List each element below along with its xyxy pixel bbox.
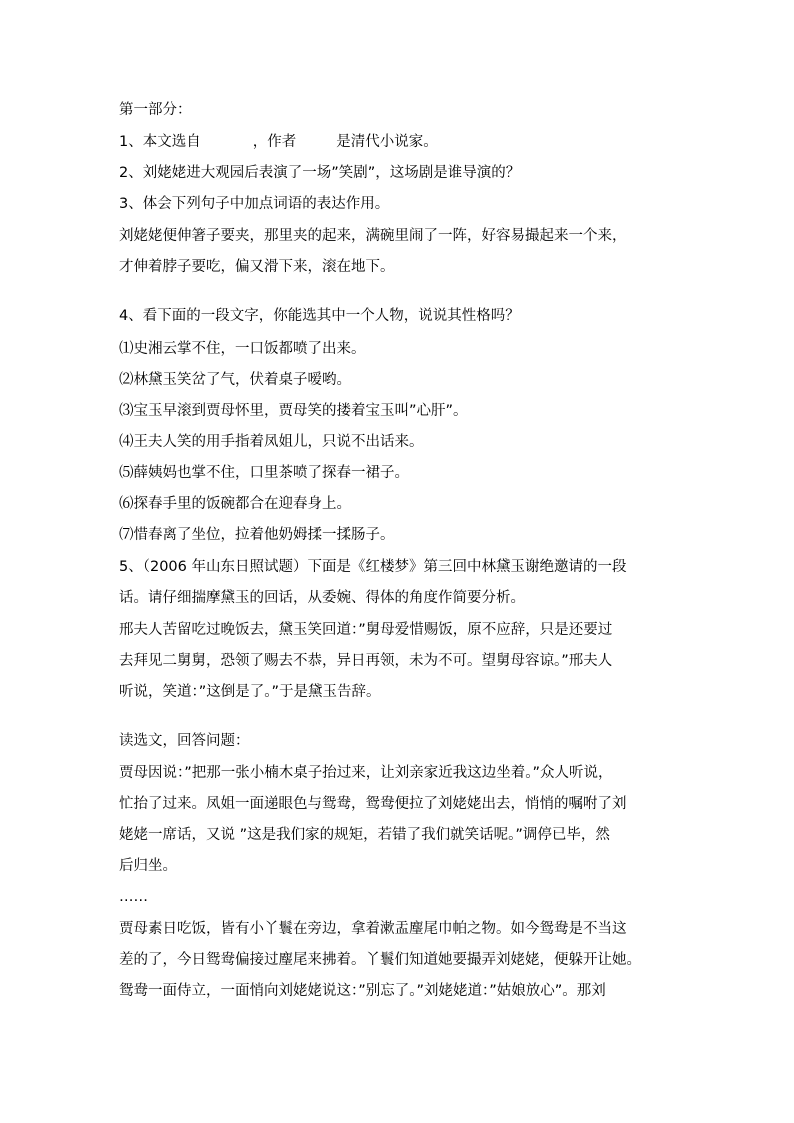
question-4-item: ⑺惜春离了坐位，拉着他奶姆揉一揉肠子。 (119, 527, 395, 543)
passage-line: 差的了，今日鸳鸯偏接过麈尾来拂着。丫鬟们知道她要撮弄刘姥姥，便躲开让她。 (119, 952, 641, 968)
question-3: 3、体会下列句子中加点词语的表达作用。 (119, 196, 390, 212)
question-4: 4、看下面的一段文字，你能选其中一个人物，说说其性格吗？ (119, 308, 520, 324)
question-3-text-line: 刘姥姥便伸箸子要夹，那里夹的起来，满碗里闹了一阵，好容易撮起来一个来， (119, 228, 627, 244)
question-5-text-line: 去拜见二舅舅，恐领了赐去不恭，异日再领，未为不可。望舅母容谅。”邢夫人 (119, 653, 613, 669)
question-2: 2、刘姥姥进大观园后表演了一场”笑剧”，这场剧是谁导演的？ (119, 165, 521, 181)
question-5-text-line: 邢夫人苦留吃过晚饭去，黛玉笑回道：”舅母爱惜赐饭，原不应辞，只是还要过 (119, 622, 613, 638)
question-5-line: 5、（2006 年山东日照试题）下面是《红楼梦》第三回中林黛玉谢绝邀请的一段 (119, 559, 627, 575)
question-4-item: ⑸薛姨妈也掌不住，口里茶喷了探春一裙子。 (119, 465, 409, 481)
question-4-item: ⑹探春手里的饭碗都合在迎春身上。 (119, 496, 351, 512)
reading-title: 读选文，回答问题： (119, 733, 250, 749)
question-4-item: ⑷王夫人笑的用手指着凤姐儿，只说不出话来。 (119, 434, 424, 450)
passage-ellipsis: …… (119, 889, 148, 905)
question-4-item: ⑴史湘云掌不住，一口饭都喷了出来。 (119, 341, 366, 357)
passage-line: 忙抬了过来。凤姐一面递眼色与鸳鸯，鸳鸯便拉了刘姥姥出去，悄悄的嘱咐了刘 (119, 796, 627, 812)
question-1-part3: 是清代小说家。 (336, 134, 438, 150)
question-4-item: ⑵林黛玉笑岔了气，伏着桌子嗳哟。 (119, 372, 351, 388)
passage-line: 鸳鸯一面侍立，一面悄向刘姥姥说这：”别忘了。”刘姥姥道：”姑娘放心”。那刘 (119, 983, 606, 999)
question-3-text-line: 才伸着脖子要吃，偏又滑下来，滚在地下。 (119, 259, 395, 275)
question-1 (119, 132, 438, 152)
question-4-item: ⑶宝玉早滚到贾母怀里，贾母笑的搂着宝玉叫”心肝”。 (119, 403, 468, 419)
question-1-part2: ，作者 (252, 134, 297, 150)
passage-line: 贾母素日吃饭，皆有小丫鬟在旁边，拿着漱盂麈尾巾帕之物。如今鸳鸯是不当这 (119, 921, 627, 937)
passage-line: 姥姥一席话，又说 ”这是我们家的规矩，若错了我们就笑话呢。”调停已毕，然 (119, 827, 610, 843)
section-title: 第一部分： (119, 102, 192, 118)
question-1-part1: 1、本文选自 (119, 134, 201, 150)
passage-line: 后归坐。 (119, 858, 177, 874)
question-5-text-line: 听说，笑道：”这倒是了。”于是黛玉告辞。 (119, 684, 381, 700)
passage-line: 贾母因说：”把那一张小楠木桌子抬过来，让刘亲家近我这边坐着。”众人听说， (119, 765, 613, 781)
question-5-line: 话。请仔细揣摩黛玉的回话，从委婉、得体的角度作简要分析。 (119, 590, 525, 606)
